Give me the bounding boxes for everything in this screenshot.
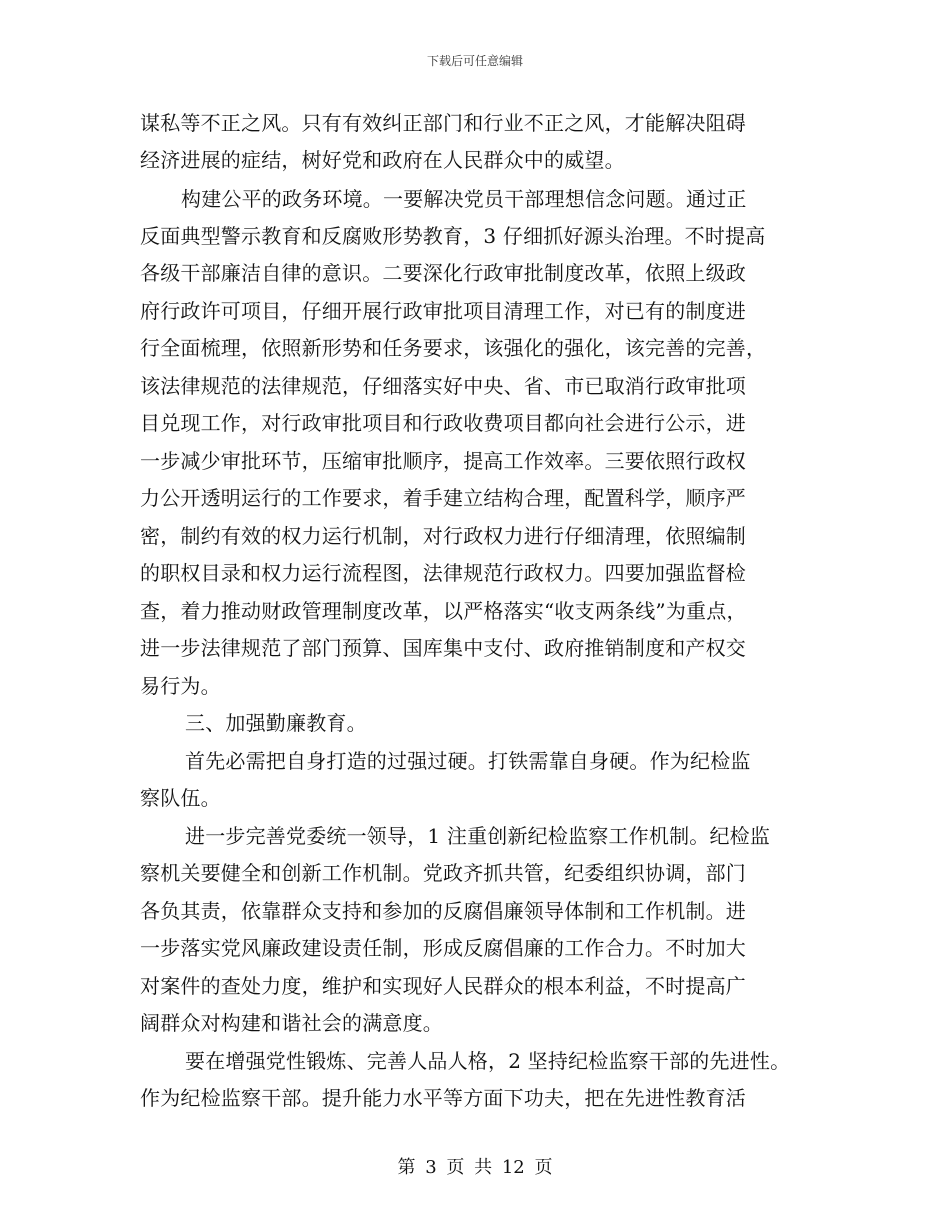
- paragraph-first-line: 首先必需把自身打造的过强过硬。打铁需靠自身硬。作为纪检监: [185, 749, 751, 773]
- page-number-footer: 第 3 页 共 12 页: [397, 1157, 553, 1178]
- text-line: 一步减少审批环节，压缩审批顺序，提高工作效率。三要依照行政权: [140, 449, 746, 473]
- text-line: 力公开透明运行的工作要求，着手建立结构合理，配置科学，顺序严: [140, 486, 746, 510]
- page-header: 下载后可任意编辑: [426, 54, 523, 68]
- text-line: 察机关要健全和创新工作机制。党政齐抓共管，纪委组织协调，部门: [140, 861, 746, 885]
- text-line: 府行政许可项目，仔细开展行政审批项目清理工作，对已有的制度进: [140, 299, 746, 323]
- section-heading: 三、加强勤廉教育。: [185, 711, 367, 735]
- paragraph-first-line: 要在增强党性锻炼、完善人品人格，2 坚持纪检监察干部的先进性。: [185, 1049, 791, 1073]
- text-line: 各级干部廉洁自律的意识。二要深化行政审批制度改革，依照上级政: [140, 261, 746, 285]
- text-line: 对案件的查处力度，维护和实现好人民群众的根本利益，不时提高广: [140, 974, 746, 998]
- text-line: 的职权目录和权力运行流程图，法律规范行政权力。四要加强监督检: [140, 561, 746, 585]
- text-line: 察队伍。: [140, 786, 221, 810]
- text-line: 一步落实党风廉政建设责任制，形成反腐倡廉的工作合力。不时加大: [140, 936, 746, 960]
- text-line: 目兑现工作，对行政审批项目和行政收费项目都向社会进行公示，进: [140, 411, 746, 435]
- text-line: 各负其责，依靠群众支持和参加的反腐倡廉领导体制和工作机制。进: [140, 899, 746, 923]
- text-line: 经济进展的症结，树好党和政府在人民群众中的威望。: [140, 148, 625, 172]
- text-line: 谋私等不正之风。只有有效纠正部门和行业不正之风，才能解决阻碍: [140, 111, 746, 135]
- paragraph-first-line: 进一步完善党委统一领导，1 注重创新纪检监察工作机制。纪检监: [185, 824, 771, 848]
- text-line: 阔群众对构建和谐社会的满意度。: [140, 1011, 443, 1035]
- text-line: 密，制约有效的权力运行机制，对行政权力进行仔细清理，依照编制: [140, 524, 746, 548]
- text-line: 查，着力推动财政管理制度改革，以严格落实“收支两条线”为重点，: [140, 599, 747, 623]
- text-line: 作为纪检监察干部。提升能力水平等方面下功夫，把在先进性教育活: [140, 1086, 746, 1110]
- text-line: 反面典型警示教育和反腐败形势教育，3 仔细抓好源头治理。不时提高: [140, 224, 766, 248]
- text-line: 进一步法律规范了部门预算、国库集中支付、政府推销制度和产权交: [140, 636, 746, 660]
- text-line: 行全面梳理，依照新形势和任务要求，该强化的强化，该完善的完善，: [140, 336, 767, 360]
- text-line: 该法律规范的法律规范，仔细落实好中央、省、市已取消行政审批项: [140, 374, 746, 398]
- text-line: 易行为。: [140, 674, 221, 698]
- paragraph-first-line: 构建公平的政务环境。一要解决党员干部理想信念问题。通过正: [181, 187, 747, 211]
